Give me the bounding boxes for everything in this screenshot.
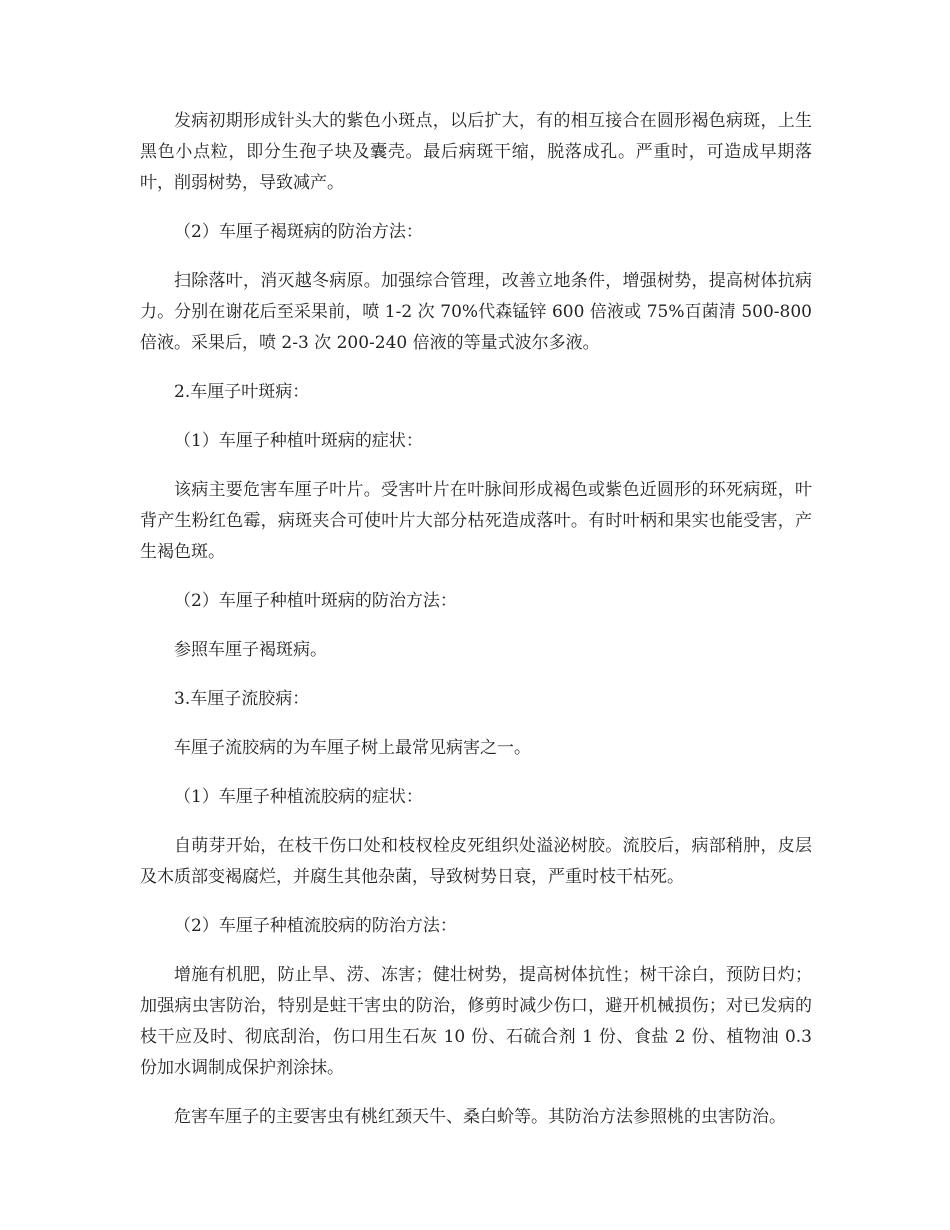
heading-leaf-spot-control: （2）车厘子种植叶斑病的防治方法： [174, 591, 457, 611]
paragraph-brown-spot-control: 扫除落叶，消灭越冬病原。加强综合管理，改善立地条件，增强树势，提高树体抗病力。分别在谢花后至采果前，喷 1-2 次 70%代森锰锌 600 倍液或 75%百菌清 500-800 倍液。采果后，喷 2-3 次 200-240 倍液的等量式波尔多液。 [140, 271, 812, 353]
heading-gummosis-control: （2）车厘子种植流胶病的防治方法： [174, 916, 457, 936]
paragraph-pests: 危害车厘子的主要害虫有桃红颈天牛、桑白蚧等。其防治方法参照桃的虫害防治。 [174, 1107, 786, 1127]
document-body [140, 106, 812, 1151]
heading-leaf-spot: 2.车厘子叶斑病： [174, 382, 310, 402]
paragraph-gummosis-intro: 车厘子流胶病的为车厘子树上最常见病害之一。 [174, 738, 531, 758]
heading-gummosis: 3.车厘子流胶病： [174, 689, 310, 709]
heading-brown-spot-control: （2）车厘子褐斑病的防治方法： [174, 222, 423, 242]
heading-leaf-spot-symptoms: （1）车厘子种植叶斑病的症状： [174, 431, 423, 451]
heading-gummosis-symptoms: （1）车厘子种植流胶病的症状： [174, 787, 423, 807]
paragraph-symptoms-brown-spot: 发病初期形成针头大的紫色小斑点，以后扩大，有的相互接合在圆形褐色病斑，上生黑色小点粒，即分生孢子块及囊壳。最后病斑干缩，脱落成孔。严重时，可造成早期落叶，削弱树势，导致减产。 [140, 111, 812, 193]
paragraph-gummosis-control: 增施有机肥，防止旱、涝、冻害；健壮树势，提高树体抗性；树干涂白，预防日灼；加强病虫害防治，特别是蛀干害虫的防治，修剪时减少伤口，避开机械损伤；对已发病的枝干应及时、彻底刮治，伤口用生石灰 10 份、石硫合剂 1 份、食盐 2 份、植物油 0.3 份加水调制成保护剂涂抹。 [140, 965, 812, 1078]
paragraph-gummosis-symptoms: 自萌芽开始，在枝干伤口处和枝杈栓皮死组织处溢泌树胶。流胶后，病部稍肿，皮层及木质部变褐腐烂，并腐生其他杂菌，导致树势日衰，严重时枝干枯死。 [140, 836, 812, 887]
paragraph-leaf-spot-symptoms: 该病主要危害车厘子叶片。受害叶片在叶脉间形成褐色或紫色近圆形的环死病斑，叶背产生粉红色霉，病斑夹合可使叶片大部分枯死造成落叶。有时叶柄和果实也能受害，产生褐色斑。 [140, 480, 812, 562]
paragraph-leaf-spot-control: 参照车厘子褐斑病。 [174, 640, 327, 660]
